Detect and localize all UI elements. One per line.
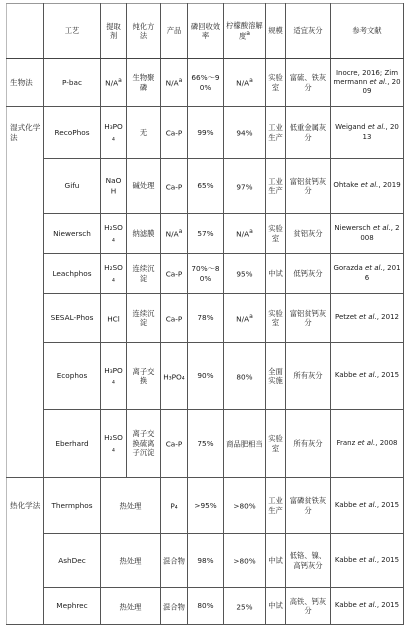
table-row (7, 107, 404, 159)
table-row (7, 343, 404, 410)
process-name: Leachphos (44, 254, 101, 294)
method-category (7, 254, 44, 294)
scale: 中试 (266, 534, 286, 588)
scale: 中试 (266, 588, 286, 625)
recovery-efficiency: 80% (188, 588, 224, 625)
table-row (7, 214, 404, 254)
citric-solubility: $N/A^a$ (224, 59, 266, 107)
table-row (7, 159, 404, 214)
suitable-ash: 富硫、铁灰分 (286, 59, 331, 107)
method-category (7, 294, 44, 343)
recovery-efficiency: 65% (188, 159, 224, 214)
reference: Kabbe et al., 2015 (331, 478, 404, 534)
reference: Inocre, 2016; Zimmermann et al., 2009 (331, 59, 404, 107)
extraction-agent: H₂SO₄ (101, 254, 127, 294)
reference: Niewersch et al., 2008 (331, 214, 404, 254)
reference: Petzet et al., 2012 (331, 294, 404, 343)
purification-method: 离子交换 (127, 343, 161, 410)
scale: 中试 (266, 254, 286, 294)
document-page (6, 3, 403, 615)
header-cell: 适宜灰分 (286, 4, 331, 59)
product: Ca-P (161, 254, 188, 294)
citric-solubility: 95% (224, 254, 266, 294)
reference: Kabbe et al., 2015 (331, 534, 404, 588)
table-row (7, 478, 404, 534)
citric-solubility: >80% (224, 478, 266, 534)
reference: Franz et al., 2008 (331, 410, 404, 478)
table-row (7, 59, 404, 107)
product: $N/A^a$ (161, 59, 188, 107)
recovery-efficiency: 90% (188, 343, 224, 410)
citric-solubility: 97% (224, 159, 266, 214)
method-category: 热化学法 (7, 478, 44, 534)
extraction-agent: HCl (101, 294, 127, 343)
product: Ca-P (161, 410, 188, 478)
scale: 工业生产 (266, 159, 286, 214)
citric-solubility: >80% (224, 534, 266, 588)
recovery-efficiency: 98% (188, 534, 224, 588)
reference: Weigand et al., 2013 (331, 107, 404, 159)
process-name: Eberhard (44, 410, 101, 478)
method-category (7, 534, 44, 588)
method-category: 湿式化学法 (7, 107, 44, 159)
product: H₃PO₄ (161, 343, 188, 410)
scale: 全面实施 (266, 343, 286, 410)
extraction-agent: 热处理 (101, 478, 161, 534)
extraction-agent: $N/A^a$ (101, 59, 127, 107)
product: 混合物 (161, 534, 188, 588)
scale: 实验室 (266, 410, 286, 478)
citric-solubility: 商品肥相当 (224, 410, 266, 478)
scale: 实验室 (266, 59, 286, 107)
process-name: RecoPhos (44, 107, 101, 159)
process-name: Mephrec (44, 588, 101, 625)
purification-method: 连续沉淀 (127, 254, 161, 294)
recovery-efficiency: 75% (188, 410, 224, 478)
product: P₄ (161, 478, 188, 534)
purification-method: 生物聚磷 (127, 59, 161, 107)
product: Ca-P (161, 107, 188, 159)
extraction-agent: 热处理 (101, 534, 161, 588)
citric-solubility: 25% (224, 588, 266, 625)
suitable-ash: 所有灰分 (286, 343, 331, 410)
process-name: Thermphos (44, 478, 101, 534)
process-name: P-bac (44, 59, 101, 107)
suitable-ash: 富磷贫铁灰分 (286, 478, 331, 534)
citric-solubility: 80% (224, 343, 266, 410)
table-row (7, 410, 404, 478)
header-cell: 工艺 (44, 4, 101, 59)
extraction-agent: H₃PO₄ (101, 343, 127, 410)
purification-method: 连续沉淀 (127, 294, 161, 343)
suitable-ash: 富铝贫钙灰分 (286, 294, 331, 343)
method-category (7, 588, 44, 625)
header-cell (7, 4, 44, 59)
method-category (7, 410, 44, 478)
table-row (7, 534, 404, 588)
header-cell: 产品 (161, 4, 188, 59)
header-cell: 柠檬酸溶解度$^a$ (224, 4, 266, 59)
suitable-ash: 低重金属灰分 (286, 107, 331, 159)
phosphorus-recovery-table (6, 3, 404, 625)
suitable-ash: 低钙灰分 (286, 254, 331, 294)
table-header-row (7, 4, 404, 59)
header-cell: 参考文献 (331, 4, 404, 59)
suitable-ash: 低铬、镍、高钙灰分 (286, 534, 331, 588)
product: $N/A^a$ (161, 214, 188, 254)
suitable-ash: 所有灰分 (286, 410, 331, 478)
extraction-agent: H₃PO₄ (101, 107, 127, 159)
reference: Gorazda et al., 2016 (331, 254, 404, 294)
purification-method: 纳滤膜 (127, 214, 161, 254)
recovery-efficiency: >95% (188, 478, 224, 534)
header-cell: 规模 (266, 4, 286, 59)
extraction-agent: H₂SO₄ (101, 214, 127, 254)
purification-method: 无 (127, 107, 161, 159)
process-name: Niewersch (44, 214, 101, 254)
process-name: Gifu (44, 159, 101, 214)
scale: 工业生产 (266, 478, 286, 534)
extraction-agent: H₂SO₄ (101, 410, 127, 478)
scale: 工业生产 (266, 107, 286, 159)
suitable-ash: 贫铝灰分 (286, 214, 331, 254)
table-row (7, 254, 404, 294)
table-row (7, 294, 404, 343)
citric-solubility: $N/A^a$ (224, 294, 266, 343)
reference: Kabbe et al., 2015 (331, 343, 404, 410)
recovery-efficiency: 57% (188, 214, 224, 254)
product: Ca-P (161, 294, 188, 343)
citric-solubility: 94% (224, 107, 266, 159)
method-category: 生物法 (7, 59, 44, 107)
purification-method: 碱处理 (127, 159, 161, 214)
reference: Ohtake et al., 2019 (331, 159, 404, 214)
scale: 实验室 (266, 294, 286, 343)
citric-solubility: $N/A^a$ (224, 214, 266, 254)
recovery-efficiency: 78% (188, 294, 224, 343)
reference: Kabbe et al., 2015 (331, 588, 404, 625)
scale: 实验室 (266, 214, 286, 254)
suitable-ash: 高铁、钙灰分 (286, 588, 331, 625)
method-category (7, 159, 44, 214)
recovery-efficiency: 70%～80% (188, 254, 224, 294)
extraction-agent: 热处理 (101, 588, 161, 625)
header-cell: 磷回收效率 (188, 4, 224, 59)
recovery-efficiency: 66%～90% (188, 59, 224, 107)
product: 混合物 (161, 588, 188, 625)
method-category (7, 343, 44, 410)
purification-method: 离子交换硫离子沉淀 (127, 410, 161, 478)
suitable-ash: 富铝贫钙灰分 (286, 159, 331, 214)
product: Ca-P (161, 159, 188, 214)
process-name: SESAL-Phos (44, 294, 101, 343)
header-cell: 提取剂 (101, 4, 127, 59)
table-row (7, 588, 404, 625)
header-cell: 纯化方法 (127, 4, 161, 59)
method-category (7, 214, 44, 254)
process-name: Ecophos (44, 343, 101, 410)
extraction-agent: NaOH (101, 159, 127, 214)
recovery-efficiency: 99% (188, 107, 224, 159)
process-name: AshDec (44, 534, 101, 588)
